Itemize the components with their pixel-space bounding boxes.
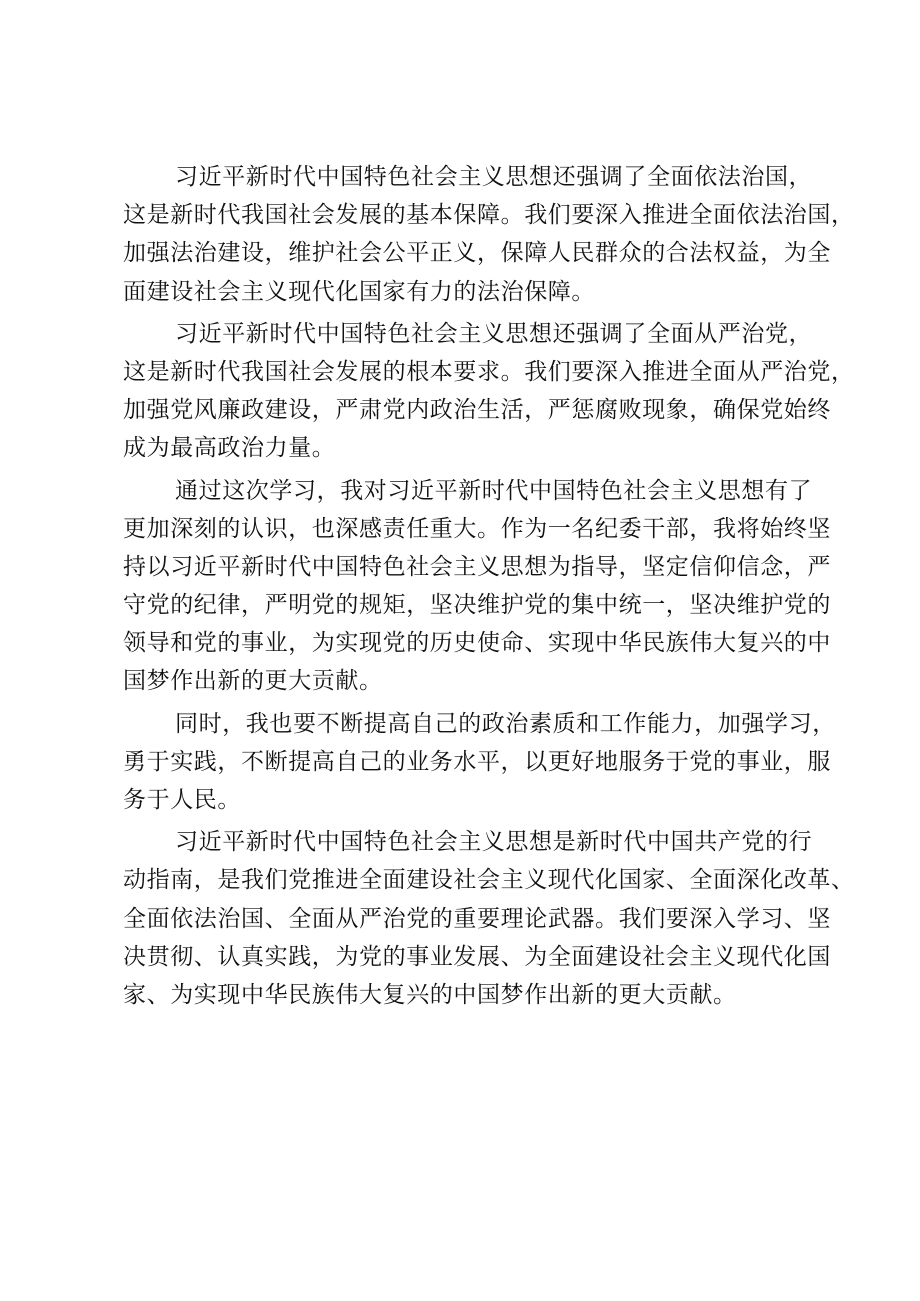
- paragraph-line: 更加深刻的认识，也深感责任重大。作为一名纪委干部，我将始终坚: [123, 515, 831, 542]
- paragraph-line: 持以习近平新时代中国特色社会主义思想为指导，坚定信仰信念，严: [123, 553, 831, 580]
- paragraph-line: 加强法治建设，维护社会公平正义，保障人民群众的合法权益，为全: [123, 240, 831, 267]
- paragraph-line: 习近平新时代中国特色社会主义思想是新时代中国共产党的行: [175, 829, 813, 856]
- paragraph-line: 务于人民。: [123, 787, 241, 813]
- paragraph-party-discipline: [123, 315, 855, 468]
- paragraph-line: 动指南，是我们党推进全面建设社会主义现代化国家、全面深化改革、: [123, 867, 855, 894]
- paragraph-line: 同时，我也要不断提高自己的政治素质和工作能力，加强学习，: [175, 710, 836, 737]
- paragraph-line: 全面依法治国、全面从严治党的重要理论武器。我们要深入学习、坚: [123, 905, 831, 932]
- paragraph-line: 这是新时代我国社会发展的基本保障。我们要深入推进全面依法治国，: [123, 202, 855, 229]
- paragraph-line: 成为最高政治力量。: [123, 435, 336, 462]
- paragraph-line: 勇于实践，不断提高自己的业务水平，以更好地服务于党的事业，服: [123, 748, 831, 775]
- paragraph-line: 面建设社会主义现代化国家有力的法治保障。: [123, 278, 595, 305]
- paragraph-line: 国梦作出新的更大贡献。: [123, 668, 383, 695]
- paragraph-study-reflection: [123, 472, 831, 701]
- paragraph-line: 决贯彻、认真实践，为党的事业发展、为全面建设社会主义现代化国: [123, 943, 831, 970]
- paragraph-line: 习近平新时代中国特色社会主义思想还强调了全面依法治国，: [175, 164, 813, 190]
- paragraph-line: 领导和党的事业，为实现党的历史使命、实现中华民族伟大复兴的中: [123, 630, 831, 657]
- paragraph-line: 这是新时代我国社会发展的根本要求。我们要深入推进全面从严治党，: [123, 358, 855, 385]
- paragraph-line: 守党的纪律，严明党的规矩，坚决维护党的集中统一，坚决维护党的: [123, 592, 831, 619]
- paragraph-self-improvement: [123, 705, 836, 820]
- paragraph-conclusion: [123, 823, 855, 1014]
- paragraph-line: 家、为实现中华民族伟大复兴的中国梦作出新的更大贡献。: [123, 981, 737, 1008]
- paragraph-rule-of-law: [123, 158, 855, 311]
- paragraph-line: 习近平新时代中国特色社会主义思想还强调了全面从严治党，: [175, 320, 813, 347]
- paragraph-line: 加强党风廉政建设，严肃党内政治生活，严惩腐败现象，确保党始终: [123, 397, 831, 424]
- document-body: [123, 158, 855, 1018]
- paragraph-line: 通过这次学习，我对习近平新时代中国特色社会主义思想有了: [175, 477, 813, 504]
